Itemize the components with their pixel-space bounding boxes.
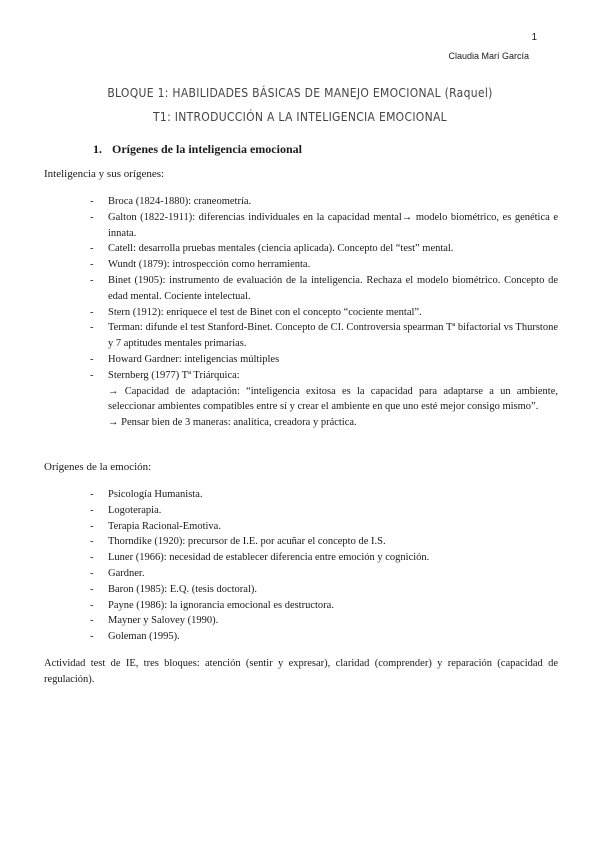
list-item: - Stern (1912): enriquece el test de Binet con el concepto “cociente mental”. [90, 305, 558, 321]
bullet-dash: - [90, 322, 94, 334]
sternberg-sub-item: → Capacidad de adaptación: “inteligencia exitosa es la capacidad para adaptarse a un ambiente, seleccionar ambientes compatibles entre sí y crear el ambiente en que uno esté mejor consigo mismo”. [108, 385, 558, 413]
list-item: - Wundt (1879): introspección como herramienta. [90, 257, 558, 273]
list-item: - Logoterapia. [90, 503, 558, 519]
section-title: Orígenes de la inteligencia emocional [112, 142, 302, 156]
list-item: - Luner (1966): necesidad de establecer diferencia entre emoción y cognición. [90, 550, 558, 566]
intelligence-list [90, 194, 558, 431]
author-name: Claudia Marí García [448, 51, 529, 61]
list-item: - Broca (1824-1880): craneometría. [90, 194, 558, 210]
bullet-dash: - [90, 369, 94, 381]
list-item: - Catell: desarrolla pruebas mentales (ciencia aplicada). Concepto del “test” mental. [90, 241, 558, 257]
sternberg-sub-item: → Pensar bien de 3 maneras: analítica, creadora y práctica. [108, 417, 357, 429]
page-number: 1 [531, 32, 537, 43]
bullet-dash: - [90, 211, 94, 223]
bullet-dash: - [90, 489, 94, 500]
bullet-dash: - [90, 536, 94, 548]
bullet-dash: - [90, 520, 94, 532]
activity-paragraph: Actividad test de IE, tres bloques: atención (sentir y expresar), claridad (comprender) y reparación (capacidad de regulación). [44, 658, 558, 685]
bullet-dash: - [90, 259, 94, 271]
list-item: - Binet (1905): instrumento de evaluación de la inteligencia. Rechaza el modelo biométrico. Concepto de edad mental. Cociente intelectual. [90, 274, 558, 302]
list-item: - Howard Gardner: inteligencias múltiples [90, 352, 558, 368]
list-item: - Terapia Racional-Emotiva. [90, 519, 558, 535]
list-item: - Goleman (1995). [90, 629, 558, 645]
bullet-dash: - [90, 552, 94, 564]
emotion-intro: Orígenes de la emoción: [44, 461, 152, 473]
topic-title: T1: INTRODUCCIÓN A LA INTELIGENCIA EMOCIONAL [153, 110, 447, 124]
bullet-dash: - [90, 567, 94, 579]
intelligence-intro: Inteligencia y sus orígenes: [44, 168, 165, 180]
list-item: - Galton (1822-1911): diferencias individuales en la capacidad mental→ modelo biométrico, es genética e innata. [90, 211, 558, 239]
bullet-dash: - [90, 353, 94, 365]
section-number: 1. [93, 142, 102, 156]
list-item: - Mayner y Salovey (1990). [90, 613, 558, 629]
bullet-dash: - [90, 196, 94, 207]
bullet-dash: - [90, 504, 94, 516]
emotion-list [90, 487, 558, 645]
bullet-dash: - [90, 631, 94, 643]
list-item: - Sternberg (1977) Tª Triárquica: → Capacidad de adaptación: “inteligencia exitosa es la capacidad para adaptarse a un ambiente, seleccionar ambientes compatibles entre sí y crear el ambiente en que uno esté mejor consigo mismo”. → Pensar bien de 3 maneras: analítica, creadora y práctica. [90, 368, 558, 431]
list-item: - Payne (1986): la ignorancia emocional es destructora. [90, 598, 558, 614]
bullet-dash: - [90, 274, 94, 286]
bullet-dash: - [90, 599, 94, 611]
block-title: BLOQUE 1: HABILIDADES BÁSICAS DE MANEJO EMOCIONAL (Raquel) [107, 86, 493, 100]
list-item: - Psicología Humanista. [90, 487, 558, 503]
bullet-dash: - [90, 583, 94, 595]
bullet-dash: - [90, 243, 94, 255]
section-heading [93, 142, 302, 157]
bullet-dash: - [90, 615, 94, 627]
list-item: - Baron (1985): E.Q. (tesis doctoral). [90, 582, 558, 598]
list-item: - Terman: difunde el test Stanford-Binet. Concepto de CI. Controversia spearman Tª bifactorial vs Thurstone y 7 aptitudes mentales primarias. [90, 322, 558, 350]
bullet-dash: - [90, 306, 94, 318]
list-item: - Thorndike (1920): precursor de I.E. por acuñar el concepto de I.S. [90, 534, 558, 550]
list-item: - Gardner. [90, 566, 558, 582]
